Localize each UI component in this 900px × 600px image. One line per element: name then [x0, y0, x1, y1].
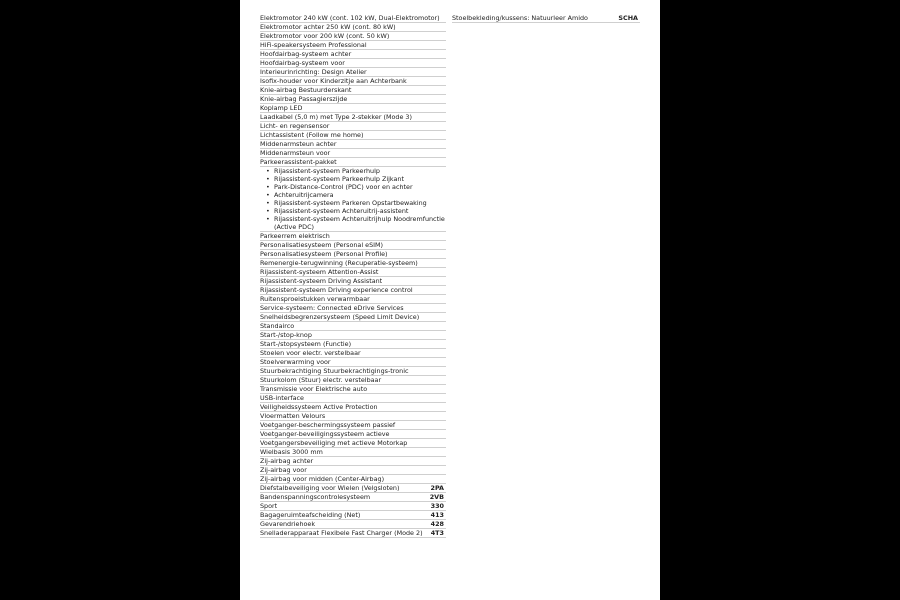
equipment-label: Koplamp LED — [260, 104, 303, 112]
parking-assistant-items — [260, 167, 446, 231]
equipment-row — [260, 32, 446, 41]
equipment-row — [260, 95, 446, 104]
option-code: 2PA — [430, 484, 444, 492]
equipment-list — [260, 14, 446, 538]
bullet-item: • Rijassistent-systeem Parkeren Opstartbewaking — [274, 199, 446, 207]
equipment-row — [260, 529, 446, 538]
equipment-label: Voetganger-beschermingssysteem passief — [260, 421, 396, 429]
equipment-label: Start-/stop-knop — [260, 331, 312, 339]
equipment-row — [260, 23, 446, 32]
bullet-item: • Rijassistent-systeem Achteruitrijhulp Noodremfunctie (Active PDC) — [274, 215, 446, 231]
equipment-label: Middenarmsteun achter — [260, 140, 337, 148]
equipment-label: Voetganger-beveiligingssysteem actieve — [260, 430, 390, 438]
equipment-label: Stoelbekleding/kussens: Natuurleer Amido — [452, 14, 588, 22]
equipment-row — [260, 358, 446, 367]
equipment-label: Zij-airbag voor — [260, 466, 307, 474]
equipment-row — [260, 286, 446, 295]
option-code: 4T3 — [430, 529, 444, 537]
equipment-label: HiFi-speakersysteem Professional — [260, 41, 367, 49]
equipment-label: Snelheidsbegrenzersysteem (Speed Limit Device) — [260, 313, 420, 321]
equipment-label: Isofix-houder voor Kinderzitje aan Achterbank — [260, 77, 407, 85]
equipment-label: Rijassistent-systeem Driving experience control — [260, 286, 413, 294]
bullet-item: • Achteruitrijcamera — [274, 191, 446, 199]
equipment-row — [260, 304, 446, 313]
equipment-row — [260, 331, 446, 340]
equipment-label: Bandenspanningscontrolesysteem — [260, 493, 371, 501]
equipment-label: Stoelen voor electr. verstelbaar — [260, 349, 361, 357]
equipment-row — [260, 367, 446, 376]
equipment-label: Sport — [260, 502, 278, 510]
parking-assistant-package — [260, 167, 446, 232]
equipment-row — [260, 14, 446, 23]
equipment-row — [260, 457, 446, 466]
equipment-label: Zij-airbag achter — [260, 457, 314, 465]
equipment-label: Middenarmsteun voor — [260, 149, 331, 157]
equipment-row — [260, 412, 446, 421]
equipment-row — [260, 158, 446, 167]
equipment-label: Elektromotor achter 250 kW (cont. 80 kW) — [260, 23, 396, 31]
bullet-item: • Park-Distance-Control (PDC) voor en achter — [274, 183, 446, 191]
equipment-label: Personalisatiesysteem (Personal eSIM) — [260, 241, 384, 249]
equipment-label: Interieurinrichting: Design Atelier — [260, 68, 367, 76]
option-code: 330 — [430, 502, 444, 510]
equipment-row — [260, 295, 446, 304]
equipment-label: Voetgangersbeveiliging met actieve Motorkap — [260, 439, 408, 447]
equipment-row — [260, 149, 446, 158]
option-code: 413 — [430, 511, 444, 519]
equipment-label: Vloermatten Velours — [260, 412, 326, 420]
equipment-row — [260, 511, 446, 520]
equipment-label: Diefstalbeveiliging voor Wielen (Velgsloten) — [260, 484, 400, 492]
equipment-list-right — [452, 14, 640, 23]
equipment-row — [260, 122, 446, 131]
equipment-label: Hoofdairbag-systeem achter — [260, 50, 352, 58]
equipment-row — [260, 322, 446, 331]
equipment-label: Transmissie voor Elektrische auto — [260, 385, 368, 393]
equipment-row — [260, 50, 446, 59]
equipment-label: Remenergie-terugwinning (Recuperatie-systeem) — [260, 259, 418, 267]
equipment-row — [260, 430, 446, 439]
equipment-row — [260, 59, 446, 68]
equipment-row — [260, 86, 446, 95]
equipment-row — [260, 77, 446, 86]
equipment-label: Elektromotor 240 kW (cont. 102 kW, Dual-Elektromotor) — [260, 14, 440, 22]
equipment-label: Gevarendriehoek — [260, 520, 316, 528]
equipment-label: Wielbasis 3000 mm — [260, 448, 323, 456]
equipment-row — [260, 340, 446, 349]
option-code: 428 — [430, 520, 444, 528]
option-code: 2VB — [429, 493, 444, 501]
equipment-row — [260, 277, 446, 286]
equipment-label: Personalisatiesysteem (Personal Profile) — [260, 250, 388, 258]
equipment-label: Snelladerapparaat Flexibele Fast Charger (Mode 2) — [260, 529, 423, 537]
equipment-row — [260, 259, 446, 268]
equipment-row — [260, 250, 446, 259]
equipment-row — [260, 484, 446, 493]
equipment-label: Licht- en regensensor — [260, 122, 330, 130]
equipment-row — [260, 520, 446, 529]
equipment-label: Zij-airbag voor midden (Center-Airbag) — [260, 475, 385, 483]
equipment-label: Rijassistent-systeem Driving Assistant — [260, 277, 383, 285]
equipment-row — [260, 421, 446, 430]
equipment-row — [260, 502, 446, 511]
equipment-label: Laadkabel (5,0 m) met Type 2-stekker (Mode 3) — [260, 113, 412, 121]
equipment-label: Knie-airbag Passagierszijde — [260, 95, 348, 103]
bullet-item: • Rijassistent-systeem Achteruitrij-assistent — [274, 207, 446, 215]
equipment-row — [260, 268, 446, 277]
option-code: SCHA — [618, 14, 638, 22]
equipment-label: Stoelverwarming voor — [260, 358, 331, 366]
equipment-label: Parkeerassistent-pakket — [260, 158, 337, 166]
equipment-row — [260, 140, 446, 149]
equipment-row — [260, 376, 446, 385]
equipment-label: Hoofdairbag-systeem voor — [260, 59, 345, 67]
equipment-row — [260, 475, 446, 484]
equipment-label: Rijassistent-systeem Attention-Assist — [260, 268, 379, 276]
bullet-item: • Rijassistent-systeem Parkeerhulp — [274, 167, 446, 175]
equipment-row — [260, 232, 446, 241]
equipment-row — [260, 385, 446, 394]
equipment-label: Lichtassistent (Follow me home) — [260, 131, 364, 139]
equipment-row — [260, 41, 446, 50]
equipment-row — [260, 241, 446, 250]
equipment-label: Stuurkolom (Stuur) electr. verstelbaar — [260, 376, 382, 384]
equipment-row — [260, 403, 446, 412]
equipment-label: Bagageruimteafscheiding (Net) — [260, 511, 361, 519]
equipment-label: Parkeerrem elektrisch — [260, 232, 330, 240]
equipment-label: Standairco — [260, 322, 295, 330]
equipment-row — [260, 104, 446, 113]
equipment-label: Ruitensproeistukken verwarmbaar — [260, 295, 370, 303]
equipment-row — [260, 349, 446, 358]
equipment-row — [260, 313, 446, 322]
equipment-row — [260, 68, 446, 77]
equipment-label: Start-/stopsysteem (Functie) — [260, 340, 352, 348]
equipment-row — [260, 131, 446, 140]
equipment-label: Service-systeem: Connected eDrive Services — [260, 304, 404, 312]
equipment-row — [260, 113, 446, 122]
equipment-row — [260, 439, 446, 448]
equipment-label: Knie-airbag Bestuurderskant — [260, 86, 352, 94]
equipment-row — [260, 448, 446, 457]
bullet-item: • Rijassistent-systeem Parkeerhulp Zijkant — [274, 175, 446, 183]
equipment-label: Elektromotor voor 200 kW (cont. 50 kW) — [260, 32, 390, 40]
equipment-label: Veiligheidssysteem Active Protection — [260, 403, 378, 411]
equipment-row — [260, 493, 446, 502]
equipment-label: USB-interface — [260, 394, 304, 402]
equipment-label: Stuurbekrachtiging Stuurbekrachtigings-tronic — [260, 367, 409, 375]
equipment-row — [452, 14, 640, 23]
equipment-row — [260, 466, 446, 475]
document-page — [240, 0, 660, 600]
equipment-row — [260, 394, 446, 403]
